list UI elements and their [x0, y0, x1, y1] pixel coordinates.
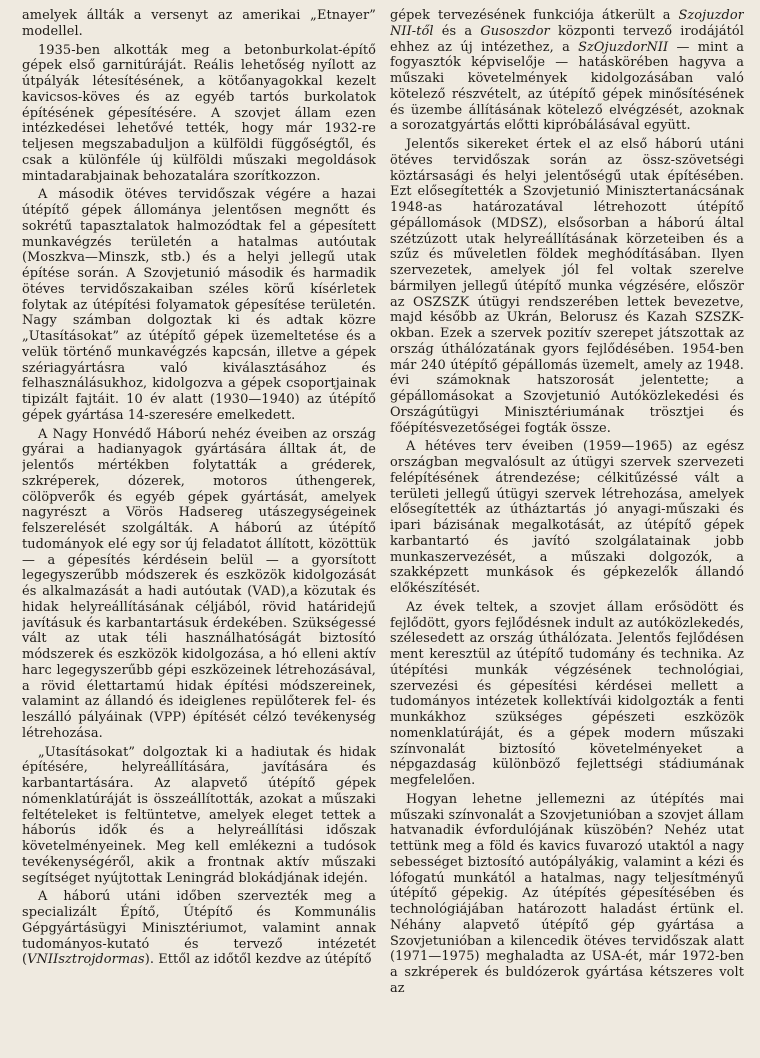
- italic-text: Gusoszdor: [480, 23, 550, 39]
- right-paragraph: [390, 8, 744, 134]
- italic-text: Szojuzdor NII-től: [390, 8, 744, 39]
- left-paragraph: [22, 187, 376, 423]
- text-run: 1935-ben alkották meg a betonburkolat-építő gépek első garnitúráját. Reális lehetőség nyílott az útpályák létesítésének, a kötőanyagokkal kezelt kavicsos-köves és az egyéb tartós burkolatok építésének gépesítésére. A szovjet állam ezen intézkedései lehetővé tették, hogy már 1932-re teljesen megszabaduljon a külföldi függőségtől, és csak a különféle új külföldi műszaki megoldások mintadarabjainak behozatalára szorítkozzon.: [22, 42, 376, 184]
- text-run: ). Ettől az időtől kezdve az útépítő: [144, 952, 372, 968]
- left-paragraph: [22, 745, 376, 887]
- text-run: Hogyan lehetne jellemezni az útépítés mai műszaki színvonalát a Szovjetunióban a szovjet állam hatvanadik évfordulójának küszöbén? Nehéz utat tettünk meg a föld és kavics fuvarozó utaktól a nagy sebességet biztosító autópályákig, valamint a kézi és lófogatú munkától a hatalmas, nagy teljesítményű útépítő gépekig. Az útépítés gépesítésében és technológiájában határozott haladást értünk el. Néhány alapvető útépítő gép gyártása a Szovjetunióban a kilencedik ötéves tervidőszak alatt (1971—1975) meghaladta az USA-ét, már 1972-ben a szkréperek és buldózerok gyártása kétszeres volt az: [390, 791, 744, 996]
- left-column: [22, 8, 376, 1058]
- right-column: [390, 8, 744, 1058]
- right-paragraph: [390, 137, 744, 436]
- left-paragraph: [22, 889, 376, 968]
- right-paragraph: [390, 792, 744, 997]
- text-run: központi tervező irodájától ehhez az új intézethez, a: [390, 23, 744, 55]
- text-run: A hétéves terv éveiben (1959—1965) az egész országban megvalósult az útügyi szervek szervezeti felépítésének átrendezése; célkitűzéssé vált a területi jellegű útügyi szervek létrehozása, amelyek elősegítették az útháztartás jó anyagi-műszaki és ipari bázisának megalkotását, az útépítő gépek karbantartó és javító szolgálatainak jobb munkaszervezését, a műszaki dolgozók, a szakképzett munkások és gépkezelők állandó előkészítését.: [390, 439, 744, 596]
- text-run: gépek tervezésének funkciója átkerült a: [390, 8, 679, 23]
- left-paragraph: [22, 43, 376, 185]
- text-run: A második ötéves tervidőszak végére a hazai útépítő gépek állománya jelentősen megnőtt és sokrétű tapasztalatok halmozódtak fel a gépesített munkavégzés területén a hatalmas autóutak (Moszkva—Minszk, stb.) és a helyi jellegű utak építése során. A Szovjetunió második és harmadik ötéves tervidőszakaiban széles körű kísérletek folytak az útépítési folyamatok gépesítése területén. Nagy számban dolgoztak ki és adtak közre „Utasításokat” az útépítő gépek üzemeltetése és a velük történő munkavégzés kapcsán, illetve a gépek szériagyártásra való kiválasztásához és felhasználásukhoz, kidolgozva a gépek csoportjainak tipizált fajtáit. 10 év alatt (1930—1940) az útépítő gépek gyártása 14-szeresére emelkedett.: [22, 187, 376, 423]
- right-paragraph: [390, 439, 744, 597]
- text-run: A Nagy Honvédő Háború nehéz éveiben az ország gyárai a hadianyagok gyártására álltak át, de jelentős mértékben folytatták a gréderek, szkréperek, dózerek, motoros úthengerek, cölöpverők és egyéb gépek gyártását, amelyek nagyrészt a Vörös Hadsereg utászegységeinek felszerelését szolgálták. A háború az útépítő tudományok elé egy sor új feladatot állított, közöttük — a gépesítés kérdésein belül — a gyorsított legegyszerűbb módszerek és eszközök kidolgozását és alkalmazását a hadi autóutak (VAD),a közutak és hidak helyreállításának céljából, rövid határidejű javításuk és karbantartásuk érdekében. Szükségessé vált az utak téli használhatóságát biztosító módszerek és eszközök kidolgozása, a hó elleni aktív harc legegyszerűbb gépi eszközeinek létrehozásával, a rövid élettartamú hidak építési módszereinek, valamint az állandó és ideiglenes repülőterek fel- és leszálló pályáinak (VPP) építését célzó tevékenység létrehozása.: [22, 426, 376, 741]
- left-paragraph: [22, 8, 376, 40]
- text-run: amelyek állták a versenyt az amerikai „Etnayer” modellel.: [22, 8, 376, 39]
- text-run: Az évek teltek, a szovjet állam erősödött és fejlődött, gyors fejlődésnek indult az autóközlekedés, szélesedett az ország úthálózata. Jelentős fejlődésen ment keresztül az útépítő tudomány és technika. Az útépítési munkák végzésének technológiai, szervezési és gépesítési kérdései mellett a tudományos intézetek kollektívái kidolgozták a fenti munkákhoz szükséges gépészeti eszközök nomenklatúráját, és a gépek modern műszaki színvonalát biztosító követelményeket a népgazdaság különböző fejlettségi stádiumának megfelelően.: [390, 599, 744, 788]
- text-run: Jelentős sikereket értek el az első háború utáni ötéves tervidőszak során az össz-szövetségi köztársasági és helyi jelentőségű utak építésében. Ezt elősegítették a Szovjetunió Minisztertanácsának 1948-as határozatával létrehozott útépítő gépállomások (MDSZ), elsősorban a háború által szétzúzott utak helyreállításának körzeteiben és a szűz és műveletlen földek meghódításában. Ilyen szervezetek, amelyek jól fel voltak szerelve bármilyen jellegű útépítő munka végzésére, először az OSZSZK útügyi rendszerében lettek bevezetve, majd később az Ukrán, Belorusz és Kazah SZSZK-okban. Ezek a szervek pozitív szerepet játszottak az ország úthálózatának gyors fejlődésében. 1954-ben már 240 útépítő gépállomás üzemelt, amely az 1948. évi számoknak hatszorosát jelentette; a gépállomásokat a Szovjetunió Autóközlekedési és Országútügyi Minisztériumának trösztjei és főépítésvezetőségei fogták össze.: [390, 137, 744, 436]
- text-run: — mint a fogyasztók képviselője — hatáskörében hagyva a műszaki követelmények kidolgozásában való kötelező részvételt, az útépítő gépek minősítésének és üzembe állításának kötelező elvégzését, azoknak a sorozatgyártás előtti kipróbálásával együtt.: [390, 39, 744, 134]
- italic-text: SzOjuzdorNII: [578, 39, 669, 55]
- italic-text: VNIIsztrojdormas: [27, 952, 145, 968]
- right-paragraph: [390, 600, 744, 789]
- text-run: és a: [433, 23, 481, 39]
- left-paragraph: [22, 427, 376, 742]
- text-run: A háború utáni időben szervezték meg a specializált Építő, Útépítő és Kommunális Gépgyártásügyi Minisztériumot, valamint annak tudományos-kutató és tervező intézetét (: [22, 889, 376, 968]
- text-run: „Utasításokat” dolgoztak ki a hadiutak és hidak építésére, helyreállítására, javítására és karbantartására. Az alapvető útépítő gépek nómenklatúráját is összeállították, azokat a műszaki feltételeket is feltüntetve, amelyek eleget tettek a háborús idők és a helyreállítási időszak követelményeinek. Meg kell emlékezni a tudósok tevékenységéről, akik a frontnak aktív műszaki segítséget nyújtottak Leningrád blokádjának idején.: [22, 744, 376, 886]
